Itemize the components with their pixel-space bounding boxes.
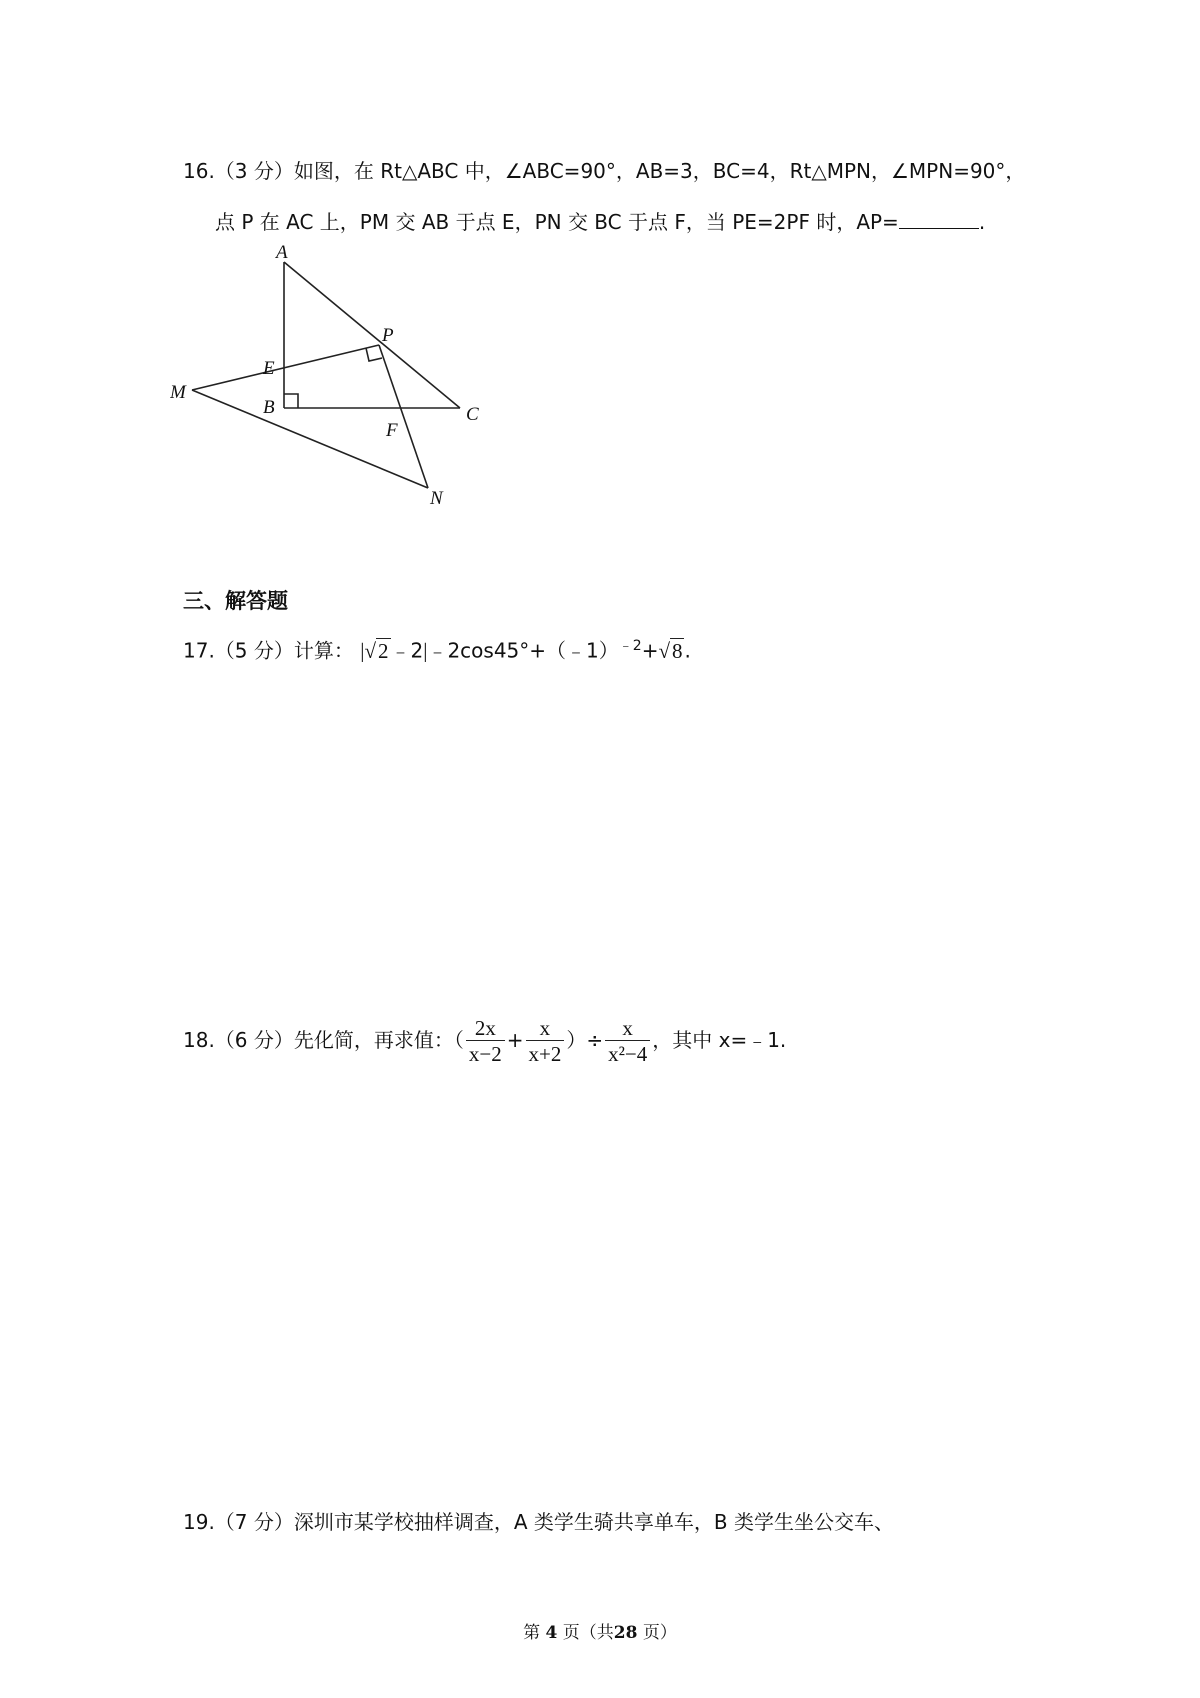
q17-plus: +: [641, 638, 659, 663]
q17-prefix: 17.（5 分）计算：: [183, 638, 354, 663]
q19-line1: 19.（7 分）深圳市某学校抽样调查，A 类学生骑共享单车，B 类学生坐公交车、: [183, 1510, 895, 1534]
q16-line2: [215, 208, 985, 236]
segment-mp: [192, 345, 379, 390]
q18-plus: +: [506, 1028, 524, 1052]
q17-middle: ﹣2cos45°+（﹣1）: [427, 638, 619, 663]
label-a: A: [276, 242, 288, 263]
fraction-3: $\frac{x}{\text{x²−4}}$: [605, 1016, 650, 1067]
label-b: B: [263, 397, 275, 418]
q18-line: [183, 1010, 786, 1070]
q18-suffix: ，其中 x=﹣1.: [652, 1028, 787, 1052]
q16-line2-end: .: [978, 210, 986, 234]
footer-pre: 第: [523, 1623, 541, 1643]
abs-close: |: [423, 638, 428, 663]
footer-page-number: 4: [545, 1623, 558, 1643]
right-angle-b: [284, 394, 298, 408]
label-p: P: [382, 325, 394, 346]
section-title: 三、解答题: [183, 589, 288, 613]
answer-blank: [899, 208, 979, 229]
fraction-2: $\frac{x}{x+2}$: [526, 1016, 565, 1067]
footer-total-pages: 28: [613, 1623, 638, 1643]
q18-prefix: 18.（6 分）先化简，再求值：（: [183, 1028, 464, 1052]
segment-ac: [284, 262, 460, 408]
q18-close-div: ）÷: [566, 1028, 604, 1052]
label-e: E: [263, 358, 275, 379]
footer-post: 页）: [642, 1623, 677, 1643]
q16-line2-text: 点 P 在 AC 上，PM 交 AB 于点 E，PN 交 BC 于点 F，当 PE=2PF 时，AP=: [215, 210, 899, 234]
q17-end: .: [684, 638, 691, 663]
label-c: C: [466, 404, 479, 425]
label-n: N: [430, 488, 443, 509]
right-angle-p: [366, 348, 382, 361]
label-m: M: [170, 382, 186, 403]
q17-exponent: ﹣2: [618, 638, 642, 654]
q17-line: [183, 632, 691, 665]
abs-open: |: [360, 638, 365, 663]
sqrt-8: √8: [658, 638, 683, 663]
footer-mid: 页（共: [562, 1623, 614, 1643]
sqrt-2: √2: [364, 638, 389, 663]
fraction-1: $\frac{2x}{x-2}$: [466, 1016, 505, 1067]
q16-line1: 16.（3 分）如图，在 Rt△ABC 中，∠ABC=90°，AB=3，BC=4，Rt△MPN，∠MPN=90°，: [183, 159, 1026, 183]
segment-pn: [379, 345, 428, 488]
geometry-figure: [170, 240, 490, 510]
q17-minus-two: ﹣2: [390, 638, 424, 663]
label-f: F: [386, 420, 398, 441]
page-footer: [0, 1618, 1200, 1643]
